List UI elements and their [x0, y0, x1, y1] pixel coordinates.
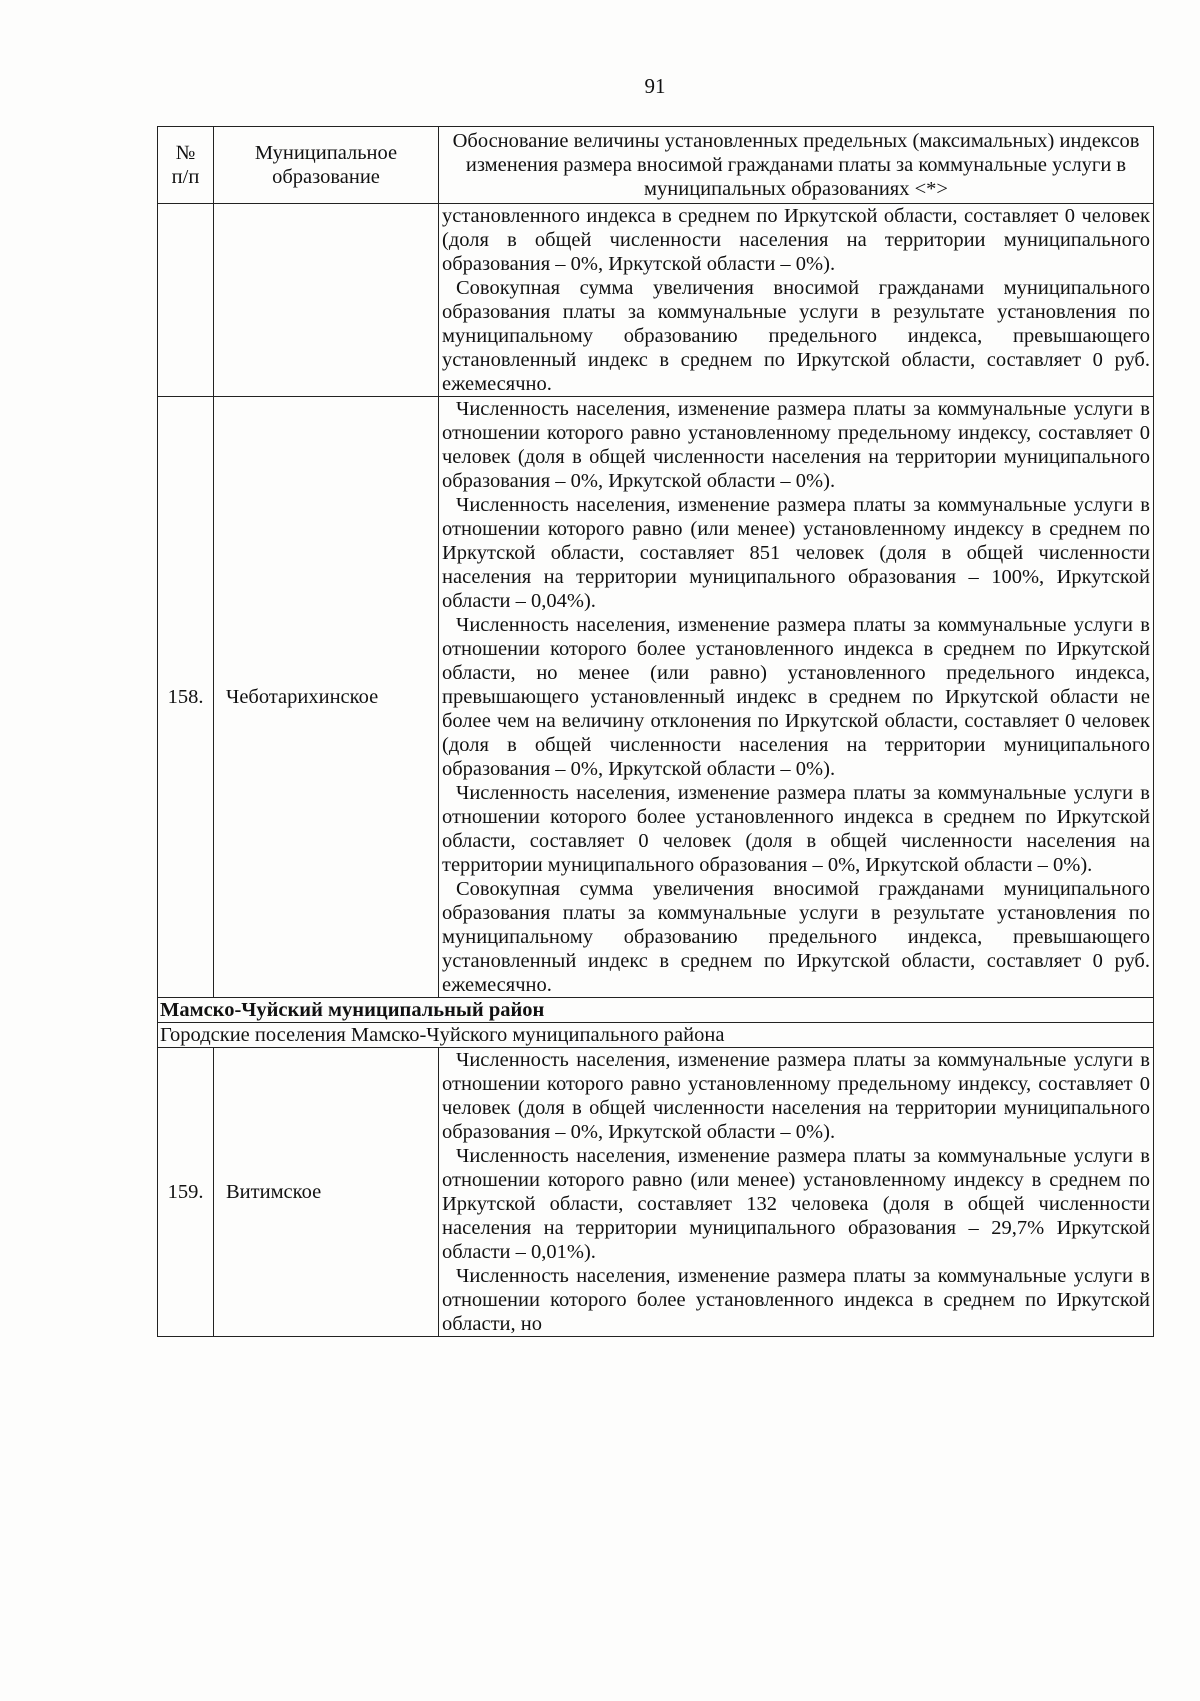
table-row	[158, 1048, 1154, 1337]
paragraph: Численность населения, изменение размера платы за коммунальные услуги в отношении которого равно установленному предельному индексу, составляет 0 человек (доля в общей численности населения на территории муниципального образования – 0%, Иркутской области – 0%).	[442, 1049, 1150, 1143]
table-row	[158, 397, 1154, 998]
district-title: Мамско-Чуйский муниципальный район	[158, 998, 1154, 1023]
row-municipality	[214, 204, 439, 397]
row-justification	[439, 204, 1154, 397]
row-municipality: Витимское	[214, 1048, 439, 1337]
row-number: 158.	[158, 397, 214, 998]
paragraph: Численность населения, изменение размера платы за коммунальные услуги в отношении которого более установленного индекса в среднем по Иркутской области, составляет 0 человек (доля в общей численности населения на территории муниципального образования – 0%, Иркутской области – 0%).	[442, 782, 1150, 876]
header-number-line2: п/п	[171, 166, 200, 188]
paragraph: Численность населения, изменение размера платы за коммунальные услуги в отношении которого равно (или менее) установленному индексу в среднем по Иркутской области, составляет 132 человека (доля в общей численности населения на территории муниципального образования – 29,7% Иркутской области – 0,01%).	[442, 1145, 1150, 1263]
header-justification: Обоснование величины установленных предельных (максимальных) индексов изменения размера вносимой гражданами платы за коммунальные услуги в муниципальных образованиях <*>	[439, 127, 1154, 204]
paragraph: установленного индекса в среднем по Иркутской области, составляет 0 человек (доля в общей численности населения на территории муниципального образования – 0%, Иркутской области – 0%).	[442, 205, 1150, 275]
table-row	[158, 204, 1154, 397]
paragraph: Численность населения, изменение размера платы за коммунальные услуги в отношении которого равно (или менее) установленному индексу в среднем по Иркутской области, составляет 851 человек (доля в общей численности населения на территории муниципального образования – 100%, Иркутской области – 0,04%).	[442, 494, 1150, 612]
header-number-line1: №	[175, 142, 196, 164]
district-row	[158, 998, 1154, 1023]
settlement-group-row	[158, 1023, 1154, 1048]
paragraph: Совокупная сумма увеличения вносимой гражданами муниципального образования платы за коммунальные услуги в результате установления по муниципальному образованию предельного индекса, превышающего установленный индекс в среднем по Иркутской области, составляет 0 руб. ежемесячно.	[442, 277, 1150, 395]
header-number	[158, 127, 214, 204]
row-number: 159.	[158, 1048, 214, 1337]
header-municipality: Муниципальное образование	[214, 127, 439, 204]
paragraph: Численность населения, изменение размера платы за коммунальные услуги в отношении которого равно установленному предельному индексу, составляет 0 человек (доля в общей численности населения на территории муниципального образования – 0%, Иркутской области – 0%).	[442, 398, 1150, 492]
page-number: 91	[644, 74, 666, 98]
justification-table	[157, 126, 1154, 1337]
row-number	[158, 204, 214, 397]
settlement-group-title: Городские поселения Мамско-Чуйского муниципального района	[158, 1023, 1154, 1048]
row-justification	[439, 1048, 1154, 1337]
paragraph: Совокупная сумма увеличения вносимой гражданами муниципального образования платы за коммунальные услуги в результате установления по муниципальному образованию предельного индекса, превышающего установленный индекс в среднем по Иркутской области, составляет 0 руб. ежемесячно.	[442, 878, 1150, 996]
row-justification	[439, 397, 1154, 998]
paragraph: Численность населения, изменение размера платы за коммунальные услуги в отношении которого более установленного индекса в среднем по Иркутской области, но менее (или равно) установленного предельного индекса, превышающего установленный индекс в среднем по Иркутской области не более чем на величину отклонения по Иркутской области, составляет 0 человек (доля в общей численности населения на территории муниципального образования – 0%, Иркутской области – 0%).	[442, 614, 1150, 780]
table-header-row	[158, 127, 1154, 204]
paragraph: Численность населения, изменение размера платы за коммунальные услуги в отношении которого более установленного индекса в среднем по Иркутской области, но	[442, 1265, 1150, 1335]
row-municipality: Чеботарихинское	[214, 397, 439, 998]
